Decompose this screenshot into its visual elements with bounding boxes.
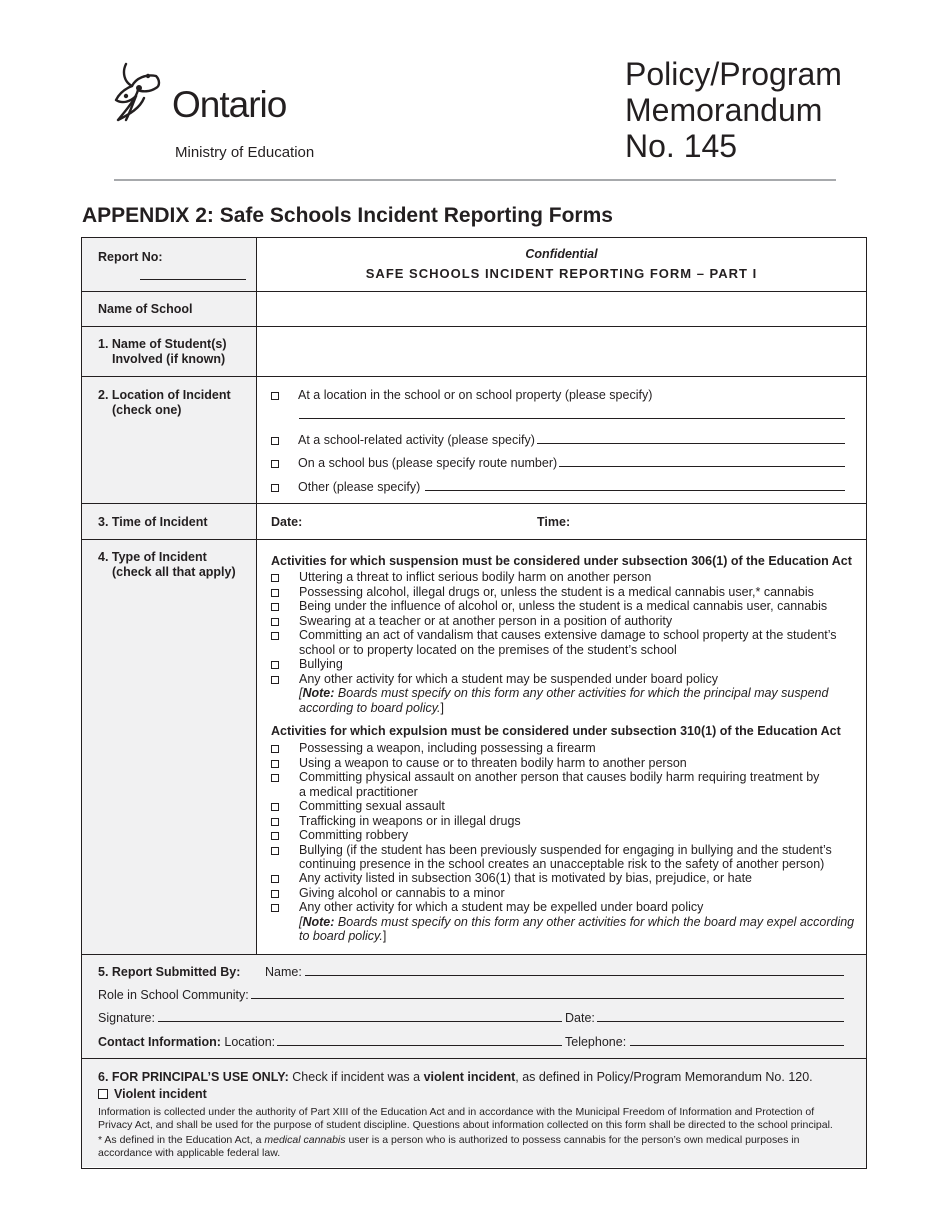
suspension-checkbox[interactable] (271, 574, 279, 582)
suspension-note-cont: according to board policy.] (299, 701, 445, 715)
expulsion-checkbox[interactable] (271, 774, 279, 782)
suspension-note: [Note: Boards must specify on this form any other activities for which the principal may suspend (299, 686, 829, 700)
ppm-title-line: Policy/Program (625, 56, 842, 92)
footnote-cont: accordance with applicable federal law. (98, 1147, 281, 1159)
expulsion-item-cont: a medical practitioner (299, 785, 418, 799)
school-row (82, 292, 866, 327)
type-label: 4. Type of Incident (98, 550, 207, 564)
expulsion-item: Committing sexual assault (299, 799, 445, 813)
expulsion-item: Bullying (if the student has been previously suspended for engaging in bullying and the student’s (299, 843, 832, 857)
form-title: SAFE SCHOOLS INCIDENT REPORTING FORM – PART I (365, 266, 758, 281)
note-text: according to board policy. (299, 701, 441, 715)
location-option: On a school bus (please specify route number) (298, 456, 558, 470)
location-label: 2. Location of Incident (98, 388, 231, 402)
ppm-title-line: No. 145 (625, 128, 738, 164)
location-bus-checkbox[interactable] (271, 460, 279, 468)
expulsion-checkbox[interactable] (271, 745, 279, 753)
principal-text: Check if incident was a (292, 1070, 421, 1084)
footnote-text: user is a person who is authorized to possess cannabis for the person’s own medical purposes in (348, 1134, 800, 1146)
location-option: Other (please specify) (298, 480, 421, 494)
students-row (82, 327, 866, 377)
note-text: Boards must specify on this form any other activities for which the board may expel according (337, 915, 855, 929)
expulsion-checkbox[interactable] (271, 904, 279, 912)
suspension-item: Committing an act of vandalism that causes extensive damage to school property at the student’s (299, 628, 837, 642)
ppm-title-line: Memorandum (625, 92, 823, 128)
expulsion-checkbox[interactable] (271, 760, 279, 768)
location-activity-input[interactable] (537, 443, 845, 444)
telephone-label: Telephone: (565, 1035, 627, 1049)
expulsion-item: Any other activity for which a student may be expelled under board policy (299, 900, 704, 914)
role-input[interactable] (251, 998, 844, 999)
location-other-checkbox[interactable] (271, 484, 279, 492)
expulsion-item: Trafficking in weapons or in illegal drugs (299, 814, 521, 828)
suspension-item: Being under the influence of alcohol or, unless the student is a medical cannabis user, cannabis (299, 599, 828, 613)
location-option: At a location in the school or on school property (please specify) (298, 388, 653, 402)
contact-location-input[interactable] (277, 1045, 562, 1046)
ppm-title (625, 56, 842, 164)
appendix-title: APPENDIX 2: Safe Schools Incident Reporting Forms (82, 204, 613, 227)
expulsion-item: Giving alcohol or cannabis to a minor (299, 886, 505, 900)
students-label: 1. Name of Student(s) (98, 337, 227, 351)
type-label-sub: (check all that apply) (112, 565, 236, 579)
expulsion-note-cont: to board policy.] (299, 929, 387, 943)
expulsion-heading: Activities for which expulsion must be considered under subsection 310(1) of the Education Act (271, 724, 841, 738)
time-row (82, 504, 866, 540)
expulsion-note: [Note: Boards must specify on this form any other activities for which the board may expel according (299, 915, 855, 929)
violent-incident-label: Violent incident (114, 1087, 207, 1101)
expulsion-item: Committing physical assault on another person that causes bodily harm requiring treatment by (299, 770, 820, 784)
date2-input[interactable] (597, 1021, 844, 1022)
report-no-label: Report No: (98, 250, 163, 264)
suspension-checkbox[interactable] (271, 676, 279, 684)
principal-row (82, 1059, 866, 1167)
location-row (82, 377, 866, 504)
footnote-text: medical cannabis (264, 1134, 346, 1146)
principal-label: 6. FOR PRINCIPAL’S USE ONLY: (98, 1070, 289, 1084)
signature-label: Signature: (98, 1011, 155, 1025)
submitted-row (82, 955, 866, 1059)
expulsion-item-cont: continuing presence in the school creates an unacceptable risk to the safety of another person) (299, 857, 825, 871)
school-label: Name of School (98, 302, 193, 316)
submitted-label: 5. Report Submitted By: (98, 965, 241, 979)
location-option: At a school-related activity (please specify) (298, 433, 535, 447)
suspension-item: Bullying (299, 657, 343, 671)
name-input[interactable] (305, 975, 844, 976)
note-bold: Note: (302, 686, 335, 700)
expulsion-item: Committing robbery (299, 828, 409, 842)
note-bold: Note: (302, 915, 335, 929)
suspension-item-cont: school or to property located on the premises of the student’s school (299, 643, 677, 657)
location-activity-checkbox[interactable] (271, 437, 279, 445)
suspension-checkbox[interactable] (271, 618, 279, 626)
expulsion-item: Using a weapon to cause or to threaten bodily harm to another person (299, 756, 687, 770)
footnote-text: * As defined in the Education Act, a (98, 1134, 262, 1146)
ontario-wordmark: Ontario (172, 84, 287, 125)
note-text: Boards must specify on this form any other activities for which the principal may suspend (337, 686, 829, 700)
contact-row-label (98, 1035, 275, 1050)
school-input[interactable] (257, 292, 866, 326)
contact-label: Contact Information: (98, 1035, 221, 1049)
note-text: to board policy. (299, 929, 383, 943)
location-label-sub: (check one) (112, 403, 182, 417)
suspension-checkbox[interactable] (271, 632, 279, 640)
report-no-input[interactable] (140, 279, 246, 280)
suspension-checkbox[interactable] (271, 589, 279, 597)
location-other-input[interactable] (425, 490, 845, 491)
expulsion-checkbox[interactable] (271, 875, 279, 883)
expulsion-checkbox[interactable] (271, 890, 279, 898)
location-bus-input[interactable] (559, 466, 845, 467)
suspension-heading: Activities for which suspension must be considered under subsection 306(1) of the Education Act (271, 554, 852, 568)
confidential-label: Confidential (525, 247, 598, 261)
expulsion-item: Any activity listed in subsection 306(1) that is motivated by bias, prejudice, or hate (299, 871, 753, 885)
expulsion-checkbox[interactable] (271, 847, 279, 855)
students-label-sub: Involved (if known) (112, 352, 226, 366)
location-school-input[interactable] (299, 418, 845, 419)
students-input[interactable] (257, 327, 866, 376)
suspension-checkbox[interactable] (271, 661, 279, 669)
role-label: Role in School Community: (98, 988, 249, 1002)
incident-report-form (81, 237, 867, 1169)
principal-line (98, 1070, 813, 1085)
location-field-label: Location: (224, 1035, 276, 1049)
violent-incident-checkbox[interactable] (98, 1089, 108, 1099)
principal-text: , as defined in Policy/Program Memorandum No. 120. (515, 1070, 813, 1084)
ministry-name: Ministry of Education (175, 144, 315, 161)
expulsion-checkbox[interactable] (271, 803, 279, 811)
suspension-checkbox[interactable] (271, 603, 279, 611)
suspension-item: Uttering a threat to inflict serious bodily harm on another person (299, 570, 652, 584)
date2-label: Date: (565, 1011, 595, 1025)
telephone-input[interactable] (630, 1045, 844, 1046)
principal-violent: violent incident (423, 1070, 516, 1084)
suspension-item: Any other activity for which a student may be suspended under board policy (299, 672, 718, 686)
info-text: Privacy Act, and shall be used for the purpose of student discipline. Questions about information collected on this form shall be directed to the school principal. (98, 1119, 833, 1131)
report-header-row (82, 238, 866, 292)
location-school-checkbox[interactable] (271, 392, 279, 400)
expulsion-item: Possessing a weapon, including possessing a firearm (299, 741, 596, 755)
trillium-icon (112, 62, 178, 124)
time-field-label: Time: (537, 515, 571, 529)
suspension-item: Swearing at a teacher or at another person in a position of authority (299, 614, 673, 628)
time-label: 3. Time of Incident (98, 515, 208, 529)
footnote (98, 1134, 799, 1147)
incident-type-row (82, 540, 866, 955)
suspension-item: Possessing alcohol, illegal drugs or, unless the student is a medical cannabis user,* cannabis (299, 585, 814, 599)
expulsion-checkbox[interactable] (271, 818, 279, 826)
header-divider (114, 179, 836, 181)
name-label: Name: (265, 965, 302, 979)
signature-input[interactable] (158, 1021, 562, 1022)
date-label: Date: (271, 515, 303, 529)
info-text: Information is collected under the authority of Part XIII of the Education Act and in accordance with the Municipal Freedom of Information and Protection of (98, 1106, 815, 1118)
expulsion-checkbox[interactable] (271, 832, 279, 840)
